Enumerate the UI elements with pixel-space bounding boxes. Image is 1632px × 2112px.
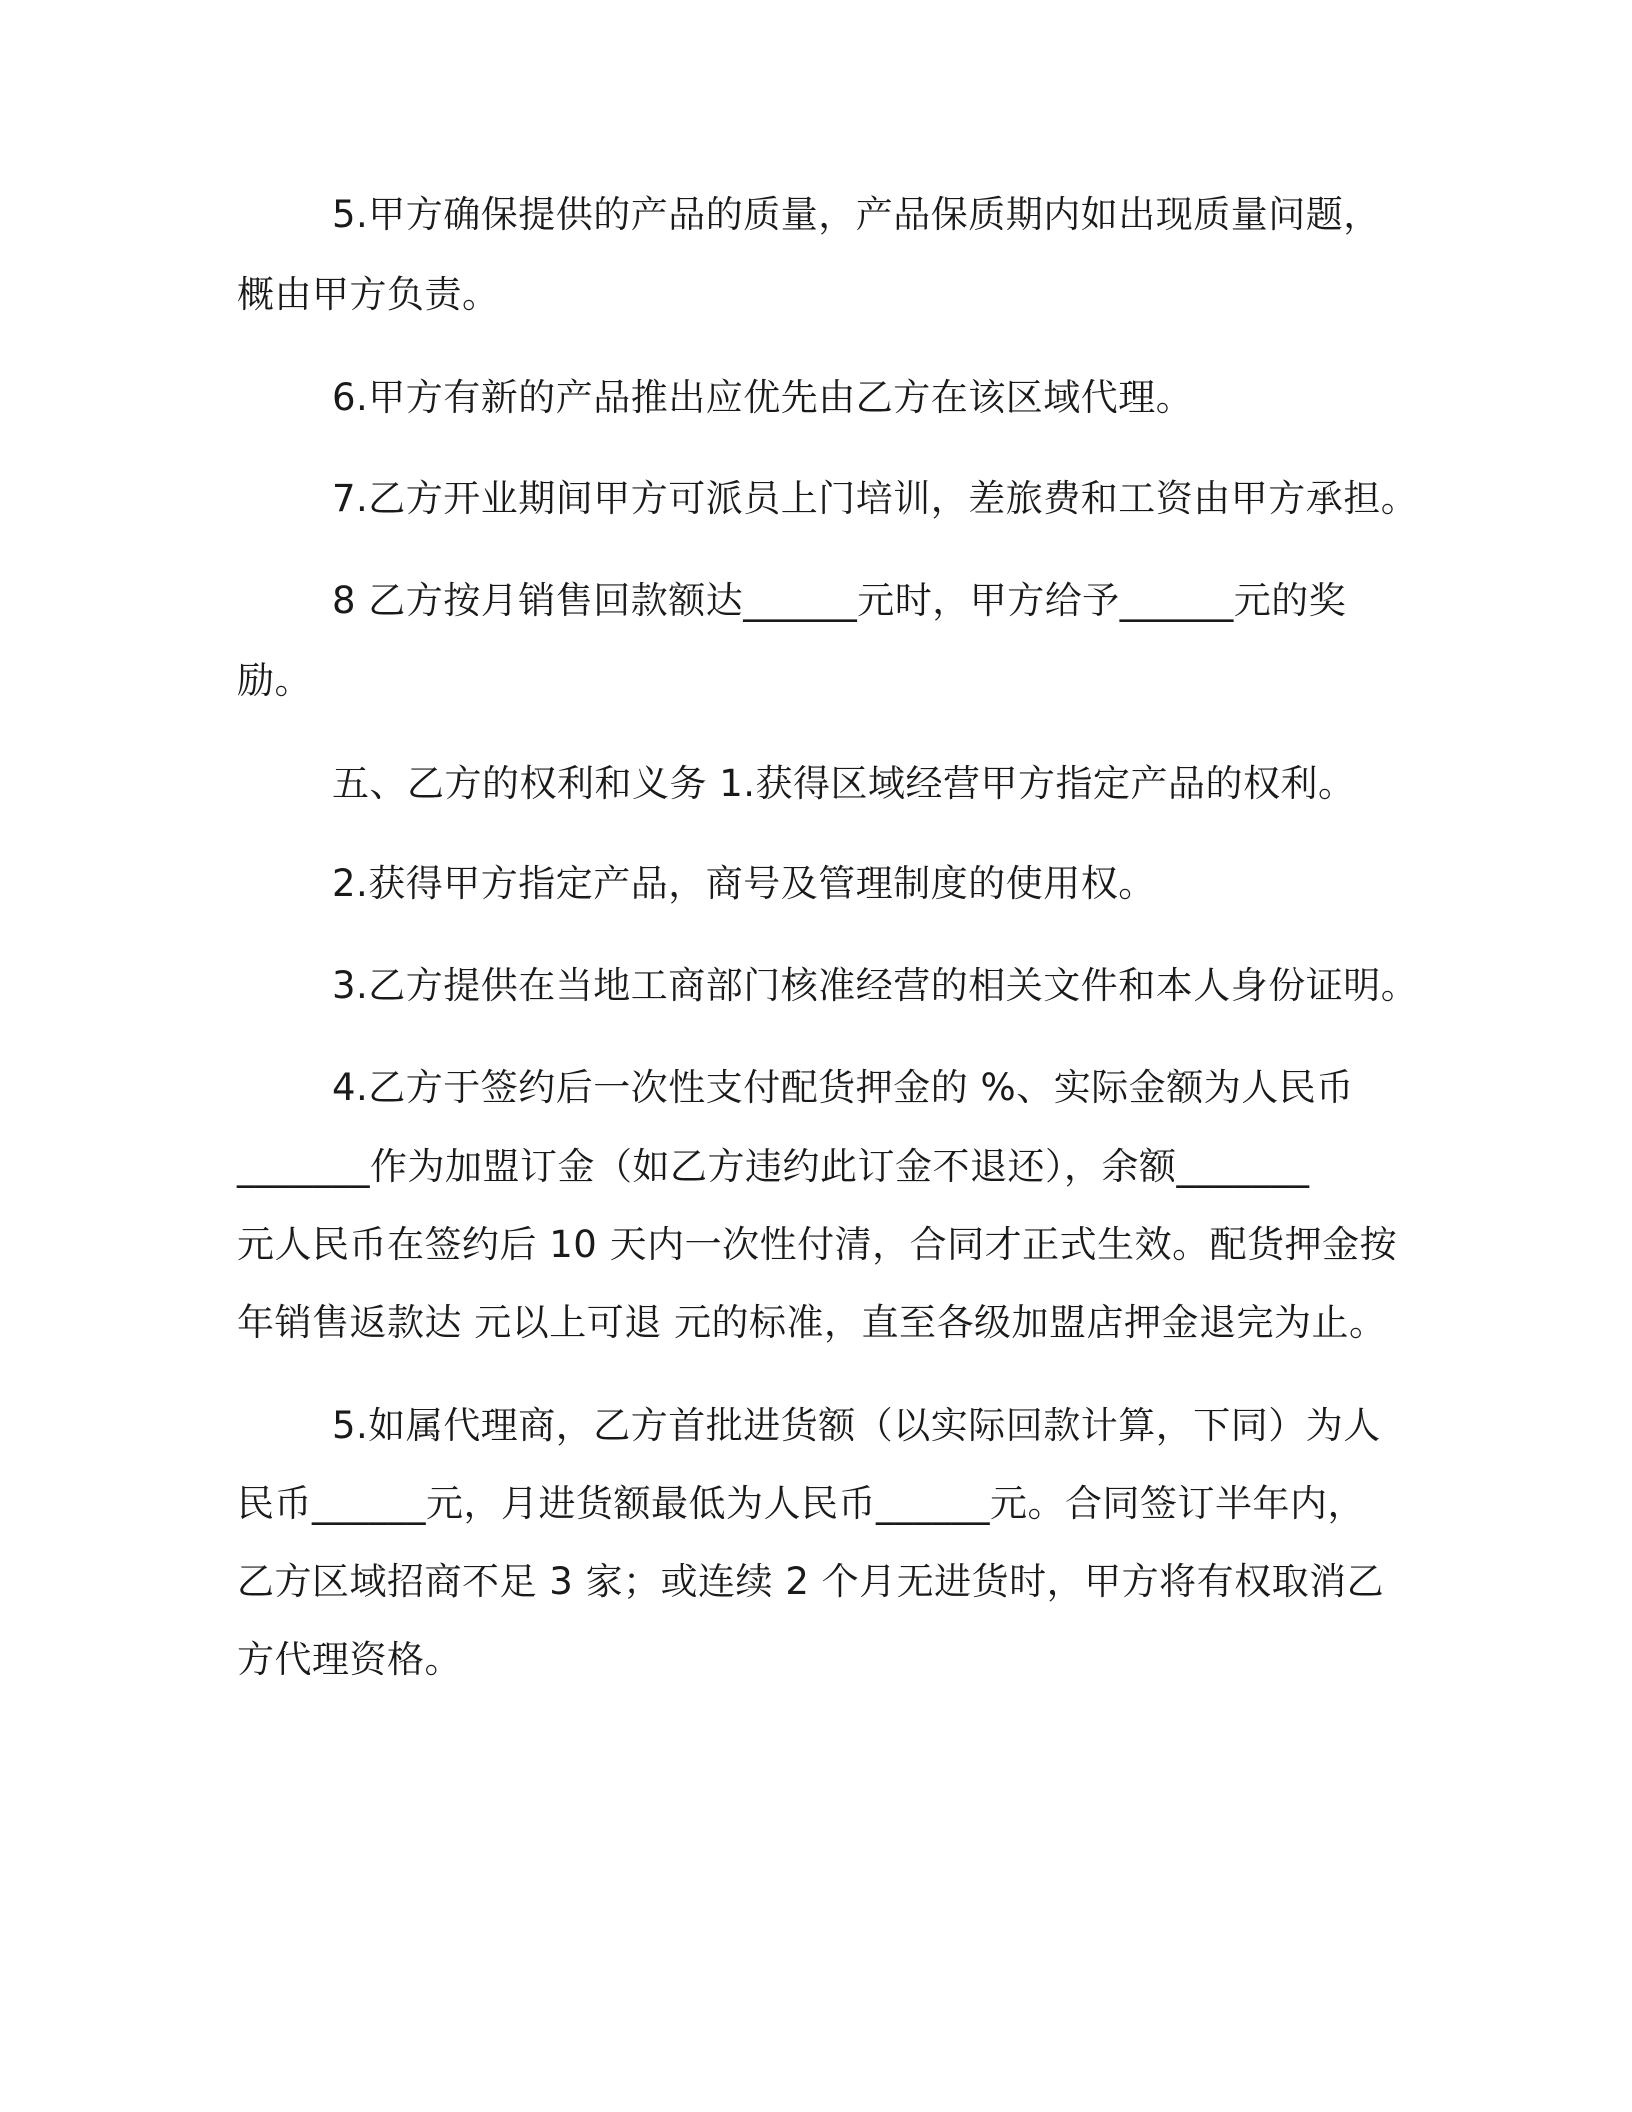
paragraph-line: 励。 xyxy=(237,659,312,702)
paragraph-line: 元人民币在签约后 10 天内一次性付清，合同才正式生效。配货押金按 xyxy=(237,1223,1398,1266)
paragraph-line: 乙方区域招商不足 3 家；或连续 2 个月无进货时，甲方将有权取消乙 xyxy=(237,1560,1385,1603)
paragraph-line: 4.乙方于签约后一次性支付配货押金的 %、实际金额为人民币 xyxy=(332,1066,1354,1109)
paragraph-line: 7.乙方开业期间甲方可派员上门培训，差旅费和工资由甲方承担。 xyxy=(332,477,1419,520)
section-heading: 五、乙方的权利和义务 1.获得区域经营甲方指定产品的权利。 xyxy=(332,762,1356,805)
paragraph-line: 3.乙方提供在当地工商部门核准经营的相关文件和本人身份证明。 xyxy=(332,964,1419,1007)
paragraph-line: 年销售返款达 元以上可退 元的标准，直至各级加盟店押金退完为止。 xyxy=(237,1301,1387,1344)
paragraph-line: 民币______元，月进货额最低为人民币______元。合同签订半年内， xyxy=(237,1482,1365,1525)
paragraph-line: 5.甲方确保提供的产品的质量，产品保质期内如出现质量问题， xyxy=(332,193,1381,236)
paragraph-line: 8 乙方按月销售回款额达______元时，甲方给予______元的奖 xyxy=(332,579,1347,622)
paragraph-line: 6.甲方有新的产品推出应优先由乙方在该区域代理。 xyxy=(332,376,1194,419)
paragraph-line: _______作为加盟订金（如乙方违约此订金不退还），余额_______ xyxy=(237,1145,1310,1188)
paragraph-line: 方代理资格。 xyxy=(237,1638,462,1681)
paragraph-line: 2.获得甲方指定产品，商号及管理制度的使用权。 xyxy=(332,862,1156,905)
paragraph-line: 5.如属代理商，乙方首批进货额（以实际回款计算，下同）为人 xyxy=(332,1404,1381,1447)
paragraph-line: 概由甲方负责。 xyxy=(237,273,500,316)
